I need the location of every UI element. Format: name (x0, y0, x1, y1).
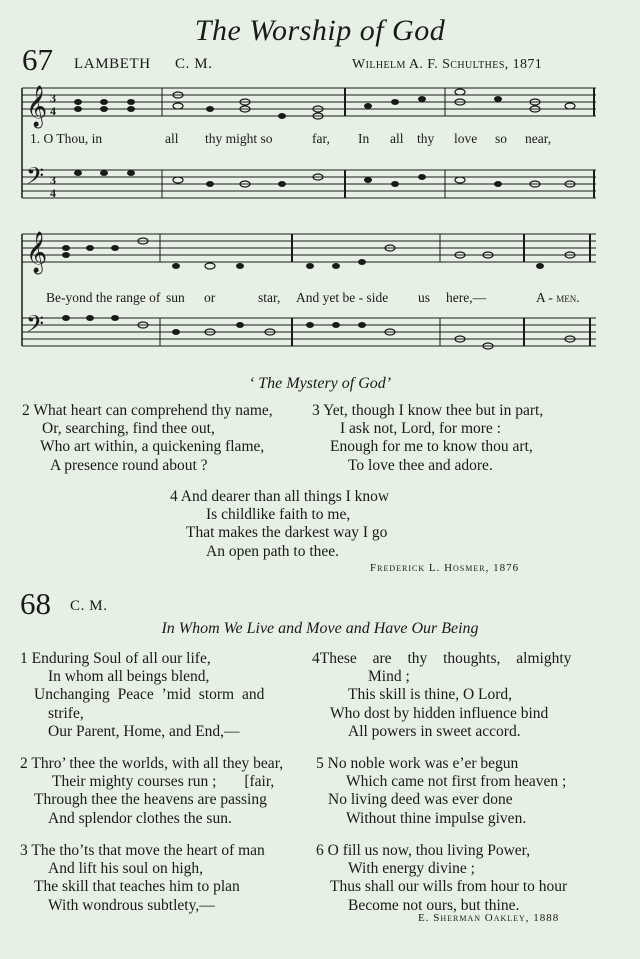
music-staff-system-1 (0, 82, 640, 212)
svg-text:𝄢: 𝄢 (26, 310, 45, 343)
svg-text:3: 3 (50, 91, 56, 105)
lyric-word: In (358, 131, 370, 146)
verse-4: 4 And dearer than all things I know Is childlike faith to me, That makes the darkest way I go An open path to thee. (170, 488, 390, 560)
verse-2: 2 Thro’ thee the worlds, with all they bear, Their mighty courses run ; [fair, Through thee the heavens are passing And splendor clothes the sun. (20, 755, 284, 827)
tune-name: LAMBETH (74, 56, 151, 72)
svg-text:4: 4 (50, 104, 56, 118)
lyric-word: thy (417, 131, 435, 146)
verse-3: 3 Yet, though I know thee but in part, I ask not, Lord, for more : Enough for me to know thou art, To love thee and adore. (312, 402, 544, 474)
verse-number: 3 (20, 842, 28, 859)
lyric-word: so (495, 131, 508, 146)
svg-text:𝄞: 𝄞 (26, 86, 48, 127)
lyric-word: near, (525, 131, 552, 146)
verse-1: 1 Enduring Soul of all our life, In whom all beings blend, Unchanging Peace ’mid storm and strife, Our Parent, Home, and End,— (20, 650, 265, 740)
section-subtitle: ‘ The Mystery of God’ (248, 375, 392, 392)
verse-number: 4 (170, 488, 178, 505)
lyric-word: star, (258, 290, 281, 305)
lyric-word: sun (166, 290, 185, 305)
lyric-word: far, (312, 131, 330, 146)
verse-3: 3 The tho’ts that move the heart of man And lift his soul on high, The skill that teaches him to plan With wondrous subtlety,— (20, 842, 265, 914)
author-credit: E. Sherman Oakley, 1888 (418, 912, 560, 924)
lyric-word: or (204, 290, 216, 305)
lyric-word: love (454, 131, 478, 146)
hymn-number: 68 (20, 586, 51, 621)
hymn-title: In Whom We Live and Move and Have Our Being (161, 620, 479, 637)
svg-text:4: 4 (50, 186, 56, 200)
lyric-word: us (418, 290, 431, 305)
verse-number: 5 (316, 755, 324, 772)
verse-number: 1 (20, 650, 28, 667)
verse-6: 6 O fill us now, thou living Power, With energy divine ; Thus shall our wills from hour to hour Become not ours, but thine. (316, 842, 568, 914)
verse-5: 5 No noble work was e’er begun Which came not first from heaven ; No living deed was ever done Without thine impulse given. (316, 755, 567, 827)
verse-4: 4These are thy thoughts, almighty Mind ; This skill is thine, O Lord, Who dost by hidden influence bind All powers in sweet accord. (312, 650, 572, 740)
lyric-word: thy might so (205, 131, 273, 146)
author-credit: Frederick L. Hosmer, 1876 (370, 562, 520, 574)
lyric-word: Be-yond the range of (46, 290, 161, 305)
svg-text:3: 3 (50, 173, 56, 187)
verse-number: 2 (22, 402, 30, 419)
svg-text:𝄞: 𝄞 (26, 232, 48, 273)
page-title: The Worship of God (194, 14, 446, 47)
lyric-word: 1. O Thou, in (30, 131, 103, 146)
hymn-number: 67 (22, 42, 53, 77)
lyric-word: A - men. (536, 290, 580, 305)
meter: C. M. (175, 56, 213, 72)
svg-text:𝄢: 𝄢 (26, 162, 45, 195)
lyric-word: all (390, 131, 404, 146)
lyric-word: all (165, 131, 179, 146)
verse-number: 3 (312, 402, 320, 419)
composer-credit: Wilhelm A. F. Schulthes, 1871 (352, 57, 543, 72)
verse-number: 4 (312, 650, 320, 667)
verse-number: 2 (20, 755, 28, 772)
lyric-word: And yet be - side (296, 290, 389, 305)
meter: C. M. (70, 598, 108, 614)
verse-2: 2 What heart can comprehend thy name, Or, searching, find thee out, Who art within, a quickening flame, A presence round about ? (22, 402, 273, 474)
lyric-word: here,— (446, 290, 487, 305)
verse-number: 6 (316, 842, 324, 859)
